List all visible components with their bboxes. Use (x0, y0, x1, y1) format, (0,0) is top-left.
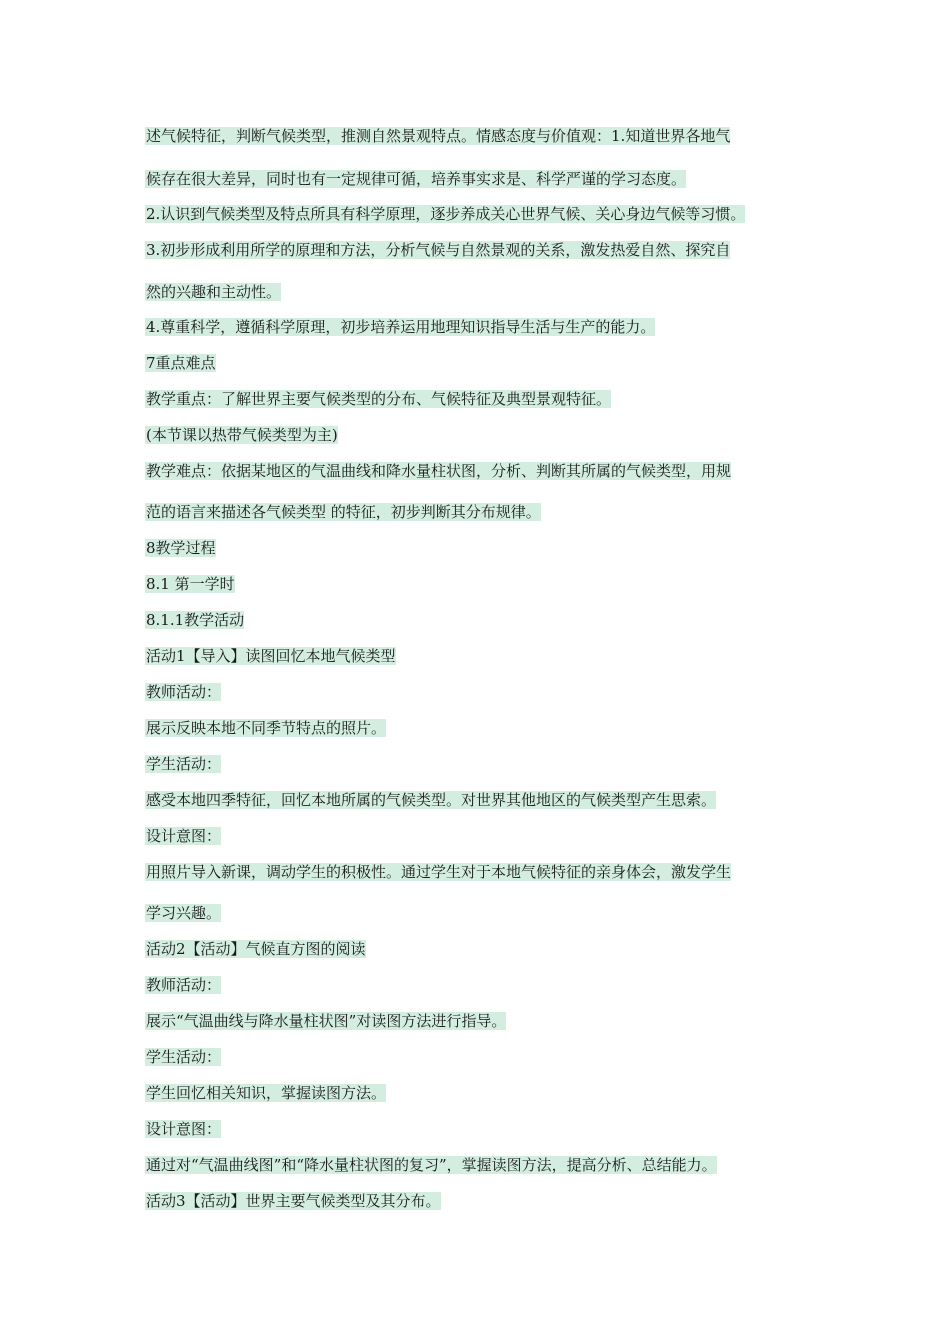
highlighted-text: 7重点难点 (146, 354, 216, 372)
section-heading (145, 610, 244, 630)
text-line (145, 718, 386, 738)
text-line (145, 1083, 386, 1103)
activity-title (145, 646, 396, 666)
section-heading (145, 574, 235, 594)
highlighted-text: 述气候特征，判断气候类型，推测自然景观特点。情感态度与价值观：1.知道世界各地气 (146, 127, 731, 145)
text-line (145, 1011, 506, 1031)
text-line (145, 502, 541, 522)
highlighted-text: 教师活动： (146, 976, 222, 994)
highlighted-text: 3.初步形成利用所学的原理和方法，分析气候与自然景观的关系，激发热爱自然、探究自 (146, 241, 731, 259)
highlighted-text: 教学重点：了解世界主要气候类型的分布、气候特征及典型景观特征。 (146, 390, 612, 408)
text-line (145, 317, 655, 337)
highlighted-text: 候存在很大差异，同时也有一定规律可循，培养事实求是、科学严谨的学习态度。 (146, 170, 687, 188)
highlighted-text: 活动3【活动】世界主要气候类型及其分布。 (146, 1192, 441, 1210)
highlighted-text: 8.1 第一学时 (146, 575, 235, 593)
text-line (145, 1155, 717, 1175)
activity-title (145, 1191, 441, 1211)
text-line (145, 790, 716, 810)
text-line (145, 461, 731, 481)
highlighted-text: 展示反映本地不同季节特点的照片。 (146, 719, 387, 737)
highlighted-text: 设计意图： (146, 827, 222, 845)
highlighted-text: 2.认识到气候类型及特点所具有科学原理，逐步养成关心世界气候、关心身边气候等习惯。 (146, 205, 746, 223)
highlighted-text: 设计意图： (146, 1120, 222, 1138)
highlighted-text: 范的语言来描述各气候类型 的特征，初步判断其分布规律。 (146, 503, 541, 521)
text-line (145, 903, 221, 923)
text-line (145, 204, 745, 224)
text-line (145, 1119, 221, 1139)
text-line (145, 754, 221, 774)
text-line (145, 282, 281, 302)
highlighted-text: 感受本地四季特征，回忆本地所属的气候类型。对世界其他地区的气候类型产生思索。 (146, 791, 717, 809)
text-line (145, 425, 338, 445)
highlighted-text: 通过对“气温曲线图”和“降水量柱状图的复习”，掌握读图方法，提高分析、总结能力。 (146, 1156, 717, 1174)
highlighted-text: 8教学过程 (146, 539, 216, 557)
section-heading (145, 538, 216, 558)
highlighted-text: 学生活动： (146, 1048, 222, 1066)
highlighted-text: 教学难点：依据某地区的气温曲线和降水量柱状图，分析、判断其所属的气候类型，用规 (146, 462, 732, 480)
section-heading (145, 353, 216, 373)
highlighted-text: 用照片导入新课，调动学生的积极性。通过学生对于本地气候特征的亲身体会，激发学生 (146, 863, 732, 881)
highlighted-text: 教师活动： (146, 683, 222, 701)
text-line (145, 975, 221, 995)
activity-title (145, 939, 366, 959)
text-line (145, 389, 611, 409)
highlighted-text: 4.尊重科学，遵循科学原理，初步培养运用地理知识指导生活与生产的能力。 (146, 318, 656, 336)
text-line (145, 169, 686, 189)
text-line (145, 862, 731, 882)
text-line (145, 126, 730, 146)
text-line (145, 240, 730, 260)
highlighted-text: 活动2【活动】气候直方图的阅读 (146, 940, 366, 958)
text-line (145, 682, 221, 702)
highlighted-text: 8.1.1教学活动 (146, 611, 245, 629)
highlighted-text: (本节课以热带气候类型为主) (146, 426, 338, 444)
highlighted-text: 学生回忆相关知识，掌握读图方法。 (146, 1084, 387, 1102)
highlighted-text: 展示“气温曲线与降水量柱状图”对读图方法进行指导。 (146, 1012, 507, 1030)
text-line (145, 826, 221, 846)
highlighted-text: 活动1【导入】读图回忆本地气候类型 (146, 647, 396, 665)
highlighted-text: 学习兴趣。 (146, 904, 222, 922)
text-line (145, 1047, 221, 1067)
highlighted-text: 然的兴趣和主动性。 (146, 283, 282, 301)
highlighted-text: 学生活动： (146, 755, 222, 773)
